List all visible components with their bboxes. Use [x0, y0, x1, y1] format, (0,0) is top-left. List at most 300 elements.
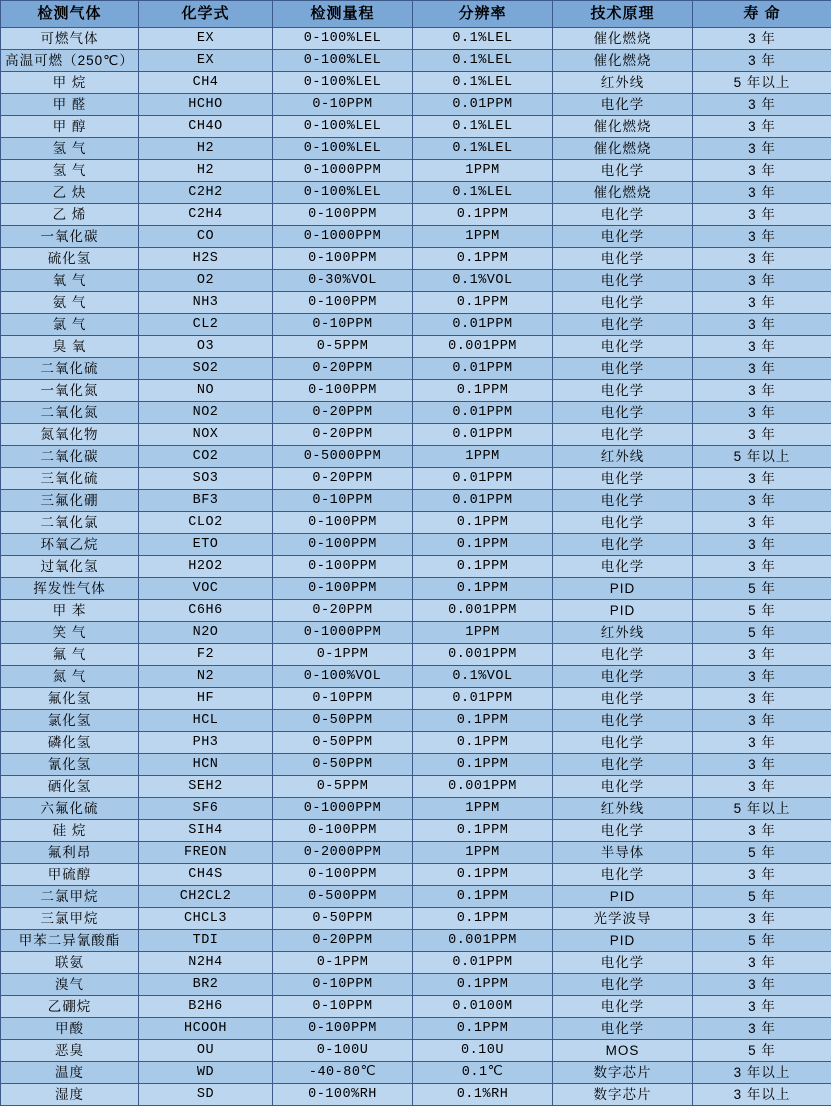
cell-formula: SIH4 [139, 820, 273, 842]
table-row [1, 1040, 831, 1062]
cell-formula: EX [139, 50, 273, 72]
table-row [1, 28, 831, 50]
cell-principle: 电化学 [553, 94, 693, 116]
cell-gas: 氯 气 [1, 314, 139, 336]
cell-formula: CH2CL2 [139, 886, 273, 908]
table-row [1, 886, 831, 908]
cell-resolution: 0.1%LEL [413, 116, 553, 138]
cell-lifetime: 3 年 [693, 556, 831, 578]
cell-principle: 电化学 [553, 754, 693, 776]
cell-lifetime: 3 年 [693, 402, 831, 424]
table-body [1, 28, 831, 1106]
column-header-range: 检测量程 [273, 1, 413, 28]
cell-lifetime: 3 年 [693, 226, 831, 248]
cell-principle: 催化燃烧 [553, 28, 693, 50]
cell-principle: 数字芯片 [553, 1062, 693, 1084]
cell-gas: 氧 气 [1, 270, 139, 292]
cell-resolution: 1PPM [413, 842, 553, 864]
cell-gas: 联氨 [1, 952, 139, 974]
table-row [1, 776, 831, 798]
cell-resolution: 1PPM [413, 226, 553, 248]
cell-gas: 三氟化硼 [1, 490, 139, 512]
cell-range: 0-100PPM [273, 1018, 413, 1040]
table-row [1, 952, 831, 974]
cell-resolution: 0.001PPM [413, 776, 553, 798]
cell-formula: TDI [139, 930, 273, 952]
table-row [1, 578, 831, 600]
cell-lifetime: 3 年 [693, 380, 831, 402]
cell-principle: 电化学 [553, 336, 693, 358]
cell-range: 0-10PPM [273, 974, 413, 996]
cell-gas: 甲硫醇 [1, 864, 139, 886]
cell-resolution: 0.1PPM [413, 732, 553, 754]
table-row [1, 50, 831, 72]
cell-lifetime: 3 年 [693, 424, 831, 446]
cell-resolution: 1PPM [413, 622, 553, 644]
cell-formula: WD [139, 1062, 273, 1084]
cell-range: 0-100PPM [273, 556, 413, 578]
cell-gas: 恶臭 [1, 1040, 139, 1062]
cell-resolution: 0.01PPM [413, 952, 553, 974]
cell-lifetime: 3 年 [693, 336, 831, 358]
cell-principle: 红外线 [553, 72, 693, 94]
cell-lifetime: 3 年 [693, 952, 831, 974]
table-row [1, 490, 831, 512]
cell-resolution: 0.01PPM [413, 94, 553, 116]
cell-lifetime: 5 年 [693, 578, 831, 600]
table-row [1, 930, 831, 952]
cell-range: 0-100%VOL [273, 666, 413, 688]
cell-principle: PID [553, 886, 693, 908]
cell-resolution: 0.1%RH [413, 1084, 553, 1106]
table-row [1, 644, 831, 666]
cell-principle: 催化燃烧 [553, 138, 693, 160]
cell-resolution: 0.01PPM [413, 358, 553, 380]
cell-gas: 氟 气 [1, 644, 139, 666]
cell-lifetime: 3 年 [693, 182, 831, 204]
table-row [1, 160, 831, 182]
cell-formula: BR2 [139, 974, 273, 996]
cell-range: 0-20PPM [273, 402, 413, 424]
cell-gas: 溴气 [1, 974, 139, 996]
cell-range: 0-50PPM [273, 908, 413, 930]
cell-formula: CO [139, 226, 273, 248]
cell-principle: 数字芯片 [553, 1084, 693, 1106]
cell-principle: 催化燃烧 [553, 116, 693, 138]
cell-lifetime: 3 年 [693, 974, 831, 996]
cell-range: 0-100PPM [273, 820, 413, 842]
cell-lifetime: 3 年 [693, 204, 831, 226]
cell-gas: 环氧乙烷 [1, 534, 139, 556]
cell-range: 0-20PPM [273, 930, 413, 952]
cell-formula: C2H2 [139, 182, 273, 204]
cell-gas: 湿度 [1, 1084, 139, 1106]
cell-formula: SEH2 [139, 776, 273, 798]
cell-formula: N2 [139, 666, 273, 688]
cell-lifetime: 3 年 [693, 292, 831, 314]
cell-lifetime: 3 年 [693, 94, 831, 116]
cell-range: 0-100%LEL [273, 116, 413, 138]
cell-principle: 电化学 [553, 402, 693, 424]
cell-resolution: 0.1PPM [413, 380, 553, 402]
cell-gas: 高温可燃（250℃） [1, 50, 139, 72]
cell-gas: 过氧化氢 [1, 556, 139, 578]
cell-resolution: 0.1%LEL [413, 50, 553, 72]
table-row [1, 666, 831, 688]
cell-formula: H2 [139, 160, 273, 182]
cell-lifetime: 3 年 [693, 116, 831, 138]
cell-range: 0-50PPM [273, 754, 413, 776]
cell-formula: F2 [139, 644, 273, 666]
cell-gas: 六氟化硫 [1, 798, 139, 820]
cell-lifetime: 5 年 [693, 1040, 831, 1062]
cell-range: 0-100%LEL [273, 28, 413, 50]
cell-resolution: 0.01PPM [413, 402, 553, 424]
table-row [1, 1084, 831, 1106]
cell-range: 0-100PPM [273, 204, 413, 226]
cell-range: 0-100PPM [273, 534, 413, 556]
cell-range: 0-50PPM [273, 710, 413, 732]
cell-gas: 氮氧化物 [1, 424, 139, 446]
table-row [1, 336, 831, 358]
cell-formula: B2H6 [139, 996, 273, 1018]
cell-resolution: 0.1PPM [413, 534, 553, 556]
cell-principle: 电化学 [553, 358, 693, 380]
cell-principle: 红外线 [553, 446, 693, 468]
cell-gas: 二氧化氯 [1, 512, 139, 534]
cell-formula: O2 [139, 270, 273, 292]
cell-gas: 硫化氢 [1, 248, 139, 270]
table-row [1, 72, 831, 94]
cell-gas: 二氯甲烷 [1, 886, 139, 908]
cell-gas: 甲 醇 [1, 116, 139, 138]
table-row [1, 380, 831, 402]
table-row [1, 754, 831, 776]
cell-lifetime: 3 年 [693, 160, 831, 182]
cell-gas: 二氧化硫 [1, 358, 139, 380]
table-row [1, 424, 831, 446]
cell-formula: BF3 [139, 490, 273, 512]
cell-range: 0-5PPM [273, 336, 413, 358]
cell-resolution: 0.1PPM [413, 512, 553, 534]
cell-formula: CH4 [139, 72, 273, 94]
cell-gas: 甲 烷 [1, 72, 139, 94]
cell-gas: 硒化氢 [1, 776, 139, 798]
cell-range: 0-5000PPM [273, 446, 413, 468]
table-row [1, 710, 831, 732]
cell-range: 0-2000PPM [273, 842, 413, 864]
cell-principle: 催化燃烧 [553, 182, 693, 204]
cell-range: 0-20PPM [273, 468, 413, 490]
cell-range: 0-100%LEL [273, 138, 413, 160]
cell-lifetime: 3 年 [693, 512, 831, 534]
cell-resolution: 0.1PPM [413, 974, 553, 996]
cell-principle: 电化学 [553, 644, 693, 666]
cell-range: 0-100%LEL [273, 72, 413, 94]
cell-formula: OU [139, 1040, 273, 1062]
cell-lifetime: 3 年 [693, 688, 831, 710]
cell-gas: 三氧化硫 [1, 468, 139, 490]
table-row [1, 182, 831, 204]
cell-principle: 电化学 [553, 490, 693, 512]
table-row [1, 94, 831, 116]
cell-principle: 电化学 [553, 226, 693, 248]
column-header-principle: 技术原理 [553, 1, 693, 28]
cell-gas: 氰化氢 [1, 754, 139, 776]
cell-formula: N2H4 [139, 952, 273, 974]
cell-resolution: 0.10U [413, 1040, 553, 1062]
cell-lifetime: 3 年 [693, 644, 831, 666]
cell-principle: 电化学 [553, 380, 693, 402]
cell-range: 0-30%VOL [273, 270, 413, 292]
cell-formula: HCOOH [139, 1018, 273, 1040]
cell-principle: 电化学 [553, 1018, 693, 1040]
table-row [1, 116, 831, 138]
cell-principle: 电化学 [553, 314, 693, 336]
cell-gas: 一氧化碳 [1, 226, 139, 248]
cell-formula: HCHO [139, 94, 273, 116]
cell-resolution: 0.1PPM [413, 248, 553, 270]
cell-resolution: 0.01PPM [413, 688, 553, 710]
cell-lifetime: 3 年以上 [693, 1062, 831, 1084]
table-row [1, 622, 831, 644]
cell-principle: PID [553, 930, 693, 952]
cell-resolution: 0.1%LEL [413, 138, 553, 160]
cell-lifetime: 3 年 [693, 864, 831, 886]
table-row [1, 974, 831, 996]
cell-formula: NOX [139, 424, 273, 446]
table-row [1, 688, 831, 710]
cell-principle: 电化学 [553, 688, 693, 710]
table-row [1, 226, 831, 248]
cell-range: 0-100U [273, 1040, 413, 1062]
cell-gas: 甲苯二异氰酸酯 [1, 930, 139, 952]
cell-gas: 氮 气 [1, 666, 139, 688]
table-row [1, 798, 831, 820]
table-row [1, 996, 831, 1018]
cell-principle: 电化学 [553, 952, 693, 974]
column-header-resolution: 分辨率 [413, 1, 553, 28]
cell-range: 0-20PPM [273, 358, 413, 380]
table-row [1, 820, 831, 842]
cell-range: 0-10PPM [273, 688, 413, 710]
cell-gas: 二氧化氮 [1, 402, 139, 424]
table-row [1, 204, 831, 226]
cell-gas: 甲酸 [1, 1018, 139, 1040]
cell-principle: 电化学 [553, 534, 693, 556]
cell-range: 0-1000PPM [273, 226, 413, 248]
cell-formula: NO [139, 380, 273, 402]
cell-formula: C6H6 [139, 600, 273, 622]
cell-principle: 电化学 [553, 776, 693, 798]
cell-formula: VOC [139, 578, 273, 600]
cell-gas: 氢 气 [1, 160, 139, 182]
table-row [1, 512, 831, 534]
cell-range: 0-100PPM [273, 248, 413, 270]
cell-formula: FREON [139, 842, 273, 864]
cell-formula: HF [139, 688, 273, 710]
cell-resolution: 0.1PPM [413, 556, 553, 578]
cell-range: 0-10PPM [273, 996, 413, 1018]
cell-principle: PID [553, 600, 693, 622]
cell-lifetime: 3 年 [693, 248, 831, 270]
cell-principle: 电化学 [553, 270, 693, 292]
cell-resolution: 0.1PPM [413, 820, 553, 842]
cell-lifetime: 3 年 [693, 908, 831, 930]
cell-principle: 电化学 [553, 160, 693, 182]
cell-resolution: 1PPM [413, 446, 553, 468]
cell-principle: 电化学 [553, 556, 693, 578]
cell-lifetime: 5 年 [693, 930, 831, 952]
cell-range: 0-20PPM [273, 424, 413, 446]
table-header [1, 1, 831, 28]
cell-range: 0-10PPM [273, 314, 413, 336]
cell-principle: 电化学 [553, 820, 693, 842]
cell-resolution: 0.1PPM [413, 754, 553, 776]
cell-lifetime: 3 年 [693, 534, 831, 556]
cell-resolution: 0.1PPM [413, 1018, 553, 1040]
column-header-lifetime: 寿 命 [693, 1, 831, 28]
cell-resolution: 0.1℃ [413, 1062, 553, 1084]
cell-principle: PID [553, 578, 693, 600]
cell-resolution: 0.1PPM [413, 578, 553, 600]
cell-principle: 电化学 [553, 666, 693, 688]
cell-formula: ETO [139, 534, 273, 556]
cell-lifetime: 3 年 [693, 1018, 831, 1040]
cell-gas: 臭 氧 [1, 336, 139, 358]
cell-principle: 电化学 [553, 512, 693, 534]
cell-range: 0-5PPM [273, 776, 413, 798]
cell-range: 0-1PPM [273, 952, 413, 974]
cell-resolution: 0.1%LEL [413, 28, 553, 50]
cell-principle: 催化燃烧 [553, 50, 693, 72]
table-row [1, 600, 831, 622]
cell-resolution: 0.01PPM [413, 424, 553, 446]
cell-lifetime: 3 年 [693, 28, 831, 50]
cell-lifetime: 3 年 [693, 732, 831, 754]
cell-gas: 硅 烷 [1, 820, 139, 842]
cell-range: 0-10PPM [273, 490, 413, 512]
cell-range: 0-100PPM [273, 380, 413, 402]
cell-lifetime: 3 年 [693, 358, 831, 380]
cell-principle: 电化学 [553, 424, 693, 446]
table-row [1, 534, 831, 556]
cell-range: -40-80℃ [273, 1062, 413, 1084]
cell-principle: 电化学 [553, 468, 693, 490]
cell-gas: 可燃气体 [1, 28, 139, 50]
cell-formula: EX [139, 28, 273, 50]
cell-gas: 氟利昂 [1, 842, 139, 864]
cell-gas: 氨 气 [1, 292, 139, 314]
cell-lifetime: 5 年以上 [693, 72, 831, 94]
cell-lifetime: 5 年以上 [693, 446, 831, 468]
table-row [1, 358, 831, 380]
cell-resolution: 0.1%LEL [413, 72, 553, 94]
cell-formula: SO2 [139, 358, 273, 380]
cell-resolution: 0.1PPM [413, 908, 553, 930]
cell-resolution: 0.001PPM [413, 930, 553, 952]
cell-range: 0-50PPM [273, 732, 413, 754]
cell-formula: N2O [139, 622, 273, 644]
cell-principle: 电化学 [553, 710, 693, 732]
cell-resolution: 0.1%VOL [413, 666, 553, 688]
cell-range: 0-100PPM [273, 864, 413, 886]
cell-gas: 乙硼烷 [1, 996, 139, 1018]
cell-lifetime: 3 年 [693, 666, 831, 688]
cell-formula: SF6 [139, 798, 273, 820]
cell-principle: 电化学 [553, 974, 693, 996]
cell-lifetime: 5 年以上 [693, 798, 831, 820]
table-row [1, 314, 831, 336]
cell-lifetime: 3 年 [693, 50, 831, 72]
cell-lifetime: 5 年 [693, 622, 831, 644]
cell-resolution: 0.001PPM [413, 644, 553, 666]
cell-resolution: 0.01PPM [413, 490, 553, 512]
cell-lifetime: 3 年 [693, 314, 831, 336]
cell-gas: 氟化氢 [1, 688, 139, 710]
cell-lifetime: 3 年 [693, 754, 831, 776]
cell-formula: PH3 [139, 732, 273, 754]
cell-range: 0-100PPM [273, 578, 413, 600]
cell-formula: H2S [139, 248, 273, 270]
cell-principle: 光学波导 [553, 908, 693, 930]
cell-principle: 红外线 [553, 622, 693, 644]
column-header-formula: 化学式 [139, 1, 273, 28]
cell-resolution: 0.1%VOL [413, 270, 553, 292]
cell-range: 0-1000PPM [273, 160, 413, 182]
table-row [1, 864, 831, 886]
cell-resolution: 0.01PPM [413, 314, 553, 336]
cell-lifetime: 3 年 [693, 270, 831, 292]
cell-resolution: 0.1PPM [413, 886, 553, 908]
cell-range: 0-100%LEL [273, 182, 413, 204]
cell-range: 0-500PPM [273, 886, 413, 908]
cell-formula: CH4S [139, 864, 273, 886]
cell-formula: SO3 [139, 468, 273, 490]
cell-range: 0-1000PPM [273, 798, 413, 820]
cell-formula: NH3 [139, 292, 273, 314]
cell-lifetime: 5 年 [693, 600, 831, 622]
cell-principle: 电化学 [553, 996, 693, 1018]
table-row [1, 292, 831, 314]
cell-principle: 电化学 [553, 864, 693, 886]
cell-range: 0-100%LEL [273, 50, 413, 72]
cell-lifetime: 3 年 [693, 468, 831, 490]
cell-gas: 乙 烯 [1, 204, 139, 226]
cell-gas: 一氧化氮 [1, 380, 139, 402]
cell-lifetime: 3 年 [693, 820, 831, 842]
cell-resolution: 1PPM [413, 798, 553, 820]
cell-principle: 电化学 [553, 292, 693, 314]
cell-principle: MOS [553, 1040, 693, 1062]
cell-resolution: 1PPM [413, 160, 553, 182]
cell-range: 0-20PPM [273, 600, 413, 622]
table-header-row [1, 1, 831, 28]
cell-range: 0-10PPM [273, 94, 413, 116]
cell-principle: 半导体 [553, 842, 693, 864]
cell-lifetime: 5 年 [693, 886, 831, 908]
cell-range: 0-1PPM [273, 644, 413, 666]
cell-resolution: 0.001PPM [413, 600, 553, 622]
table-row [1, 138, 831, 160]
cell-formula: HCL [139, 710, 273, 732]
cell-formula: H2O2 [139, 556, 273, 578]
cell-gas: 甲 醛 [1, 94, 139, 116]
cell-lifetime: 5 年 [693, 842, 831, 864]
cell-resolution: 0.1PPM [413, 864, 553, 886]
cell-gas: 笑 气 [1, 622, 139, 644]
table-row [1, 1062, 831, 1084]
